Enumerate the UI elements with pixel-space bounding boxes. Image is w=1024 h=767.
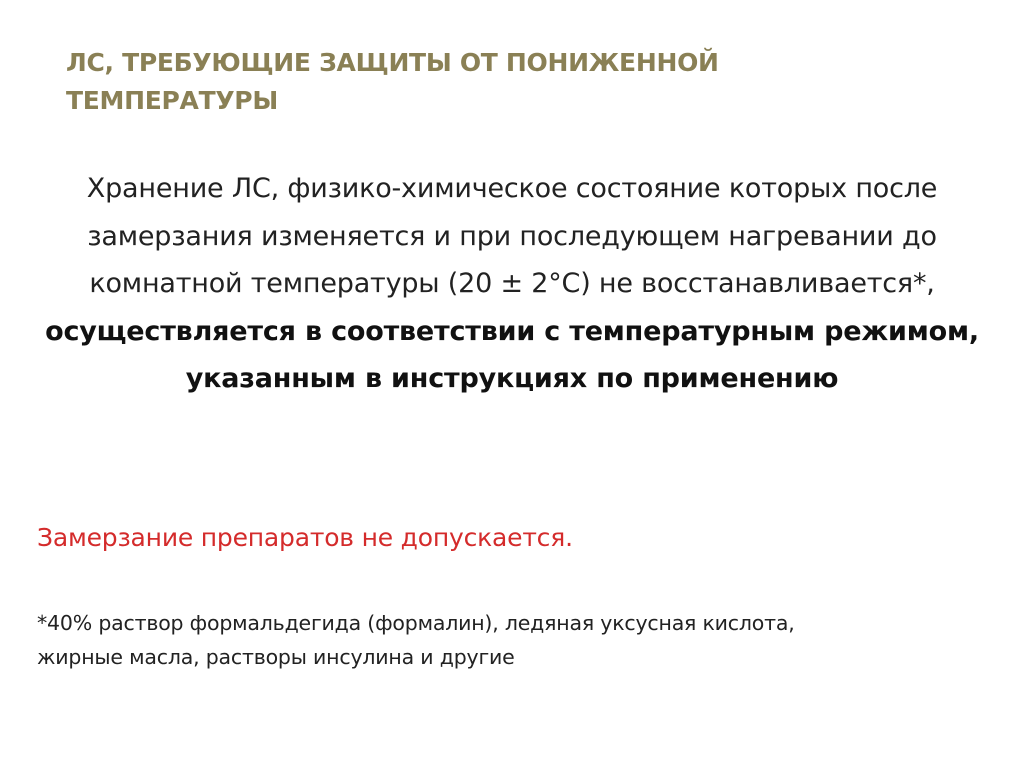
main-paragraph-bold: осуществляется в соответствии с температурным режимом, указанным в инструкциях по применению [45,315,979,394]
footnote-line-2: жирные масла, растворы инсулина и другие [37,645,515,669]
footnote-line-1: *40% раствор формальдегида (формалин), ледяная уксусная кислота, [37,611,795,635]
main-paragraph [40,165,984,403]
main-paragraph-regular: Хранение ЛС, физико-химическое состояние которых после замерзания изменяется и при последующем нагревании до комнатной температуры (20 ± 2°С) не восстанавливается*, [86,173,938,299]
slide-title-line-1: ЛС, ТРЕБУЮЩИЕ ЗАЩИТЫ ОТ ПОНИЖЕННОЙ [66,48,719,77]
slide-title [66,44,946,120]
warning-text: Замерзание препаратов не допускается. [37,523,573,552]
slide-title-line-2: ТЕМПЕРАТУРЫ [66,86,278,115]
footnote [37,606,937,674]
